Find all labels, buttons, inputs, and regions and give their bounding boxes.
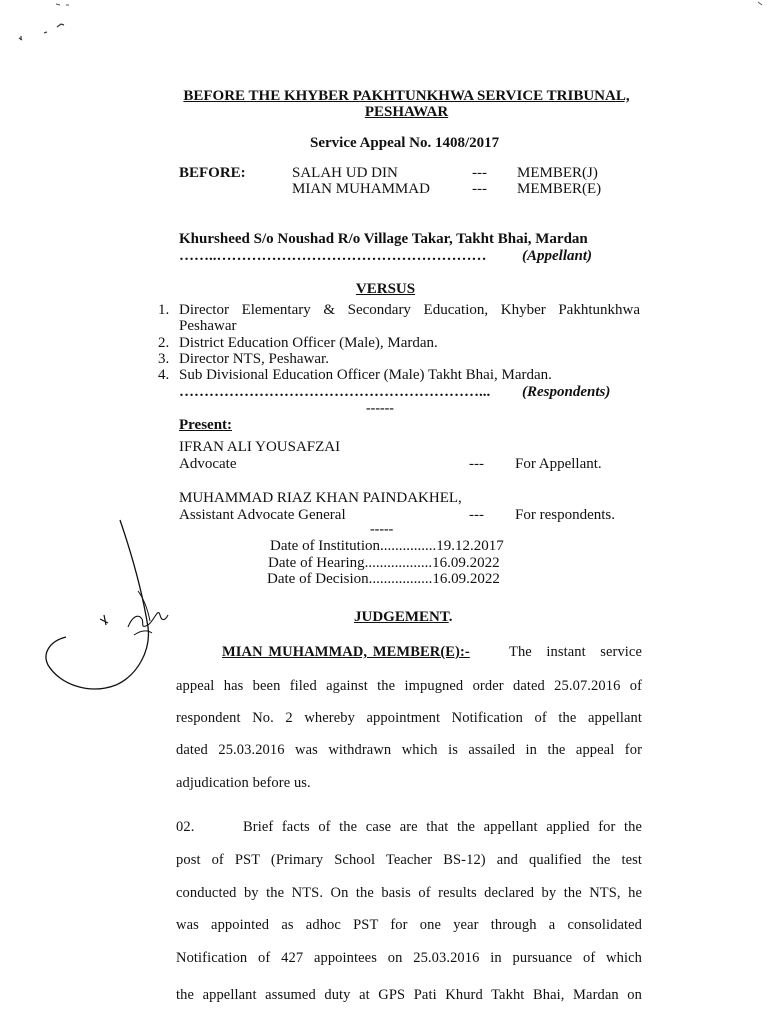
counsel-dash: ---: [469, 507, 484, 523]
date-row: [267, 571, 500, 588]
appellant-label: (Appellant): [522, 248, 592, 264]
para2-line: [176, 987, 642, 1004]
para2-line: [176, 885, 642, 902]
date-value: 19.12.2017: [436, 538, 504, 554]
date-dots: .................: [368, 571, 433, 587]
corner-mark: [755, 0, 770, 10]
judgement-author: MIAN MUHAMMAD, MEMBER(E):-: [222, 644, 470, 660]
para2-line: [176, 917, 642, 934]
judgement-heading-dot: .: [448, 609, 453, 625]
counsel-for: For respondents.: [515, 507, 615, 523]
bench-dash: ---: [472, 165, 487, 181]
date-value: 16.09.2022: [432, 571, 500, 587]
para2-line-text: Brief facts of the case are that the appellant applied for the: [243, 819, 642, 835]
respondents-label: (Respondents): [522, 384, 611, 400]
bench-label: BEFORE:: [179, 165, 246, 181]
para1-line-text: dated 25.03.2016 was withdrawn which is assailed in the appeal for: [176, 742, 642, 758]
present-label: Present:: [179, 417, 233, 433]
counsel-separator: -----: [370, 522, 394, 537]
date-row: [270, 538, 504, 555]
para2-line-text: was appointed as adhoc PST for one year through a consolidated: [176, 917, 642, 933]
para2-line: [176, 852, 642, 869]
signature-scribble: [20, 515, 180, 695]
para2-line-text: the appellant assumed duty at GPS Pati Khurd Takht Bhai, Mardan on: [176, 987, 642, 1003]
para2-line-text: Notification of 427 appointees on 25.03.2016 in pursuance of which: [176, 950, 642, 966]
counsel-title: Advocate: [179, 456, 237, 472]
para1-line-last: adjudication before us.: [176, 775, 311, 791]
para1-line-text: respondent No. 2 whereby appointment Notification of the appellant: [176, 710, 642, 726]
para1-line: [176, 742, 642, 759]
para1-line: [509, 644, 642, 661]
para2-line: [176, 950, 642, 967]
bench-member-name: SALAH UD DIN: [292, 165, 398, 181]
counsel-name: MUHAMMAD RIAZ KHAN PAINDAKHEL,: [179, 490, 462, 506]
para2-line: [243, 819, 642, 836]
scan-marks: [0, 0, 120, 60]
respondent-line-cont: Peshawar: [179, 318, 237, 334]
judgement-heading: [354, 609, 452, 626]
bench-member-role: MEMBER(E): [517, 181, 602, 197]
bench-member-role: MEMBER(J): [517, 165, 598, 181]
bench-member-name: MIAN MUHAMMAD: [292, 181, 430, 197]
tribunal-title-line1: BEFORE THE KHYBER PAKHTUNKHWA SERVICE TRIBUNAL,: [183, 88, 630, 104]
respondent-line: Director Elementary & Secondary Education, Khyber Pakhtunkhwa: [179, 302, 640, 318]
date-dots: ..................: [364, 555, 433, 571]
date-row: [268, 555, 500, 572]
respondent-number: 2.: [158, 335, 170, 351]
section-separator: ------: [366, 401, 394, 416]
appellant-description: Khursheed S/o Noushad R/o Village Takar, Takht Bhai, Mardan: [179, 231, 588, 247]
date-label: Date of Institution: [270, 538, 380, 554]
versus-heading: VERSUS: [355, 281, 416, 297]
case-number: Service Appeal No. 1408/2017: [310, 135, 500, 151]
date-value: 16.09.2022: [432, 555, 500, 571]
respondent-line: Sub Divisional Education Officer (Male) Takht Bhai, Mardan.: [179, 367, 552, 383]
respondent-number: 3.: [158, 351, 170, 367]
para1-line: [176, 678, 642, 695]
respondent-number: 4.: [158, 367, 170, 383]
date-label: Date of Decision: [267, 571, 369, 587]
para2-number: 02.: [176, 819, 195, 835]
date-label: Date of Hearing: [268, 555, 365, 571]
judgement-heading-text: JUDGEMENT: [354, 609, 449, 625]
para2-line-text: conducted by the NTS. On the basis of results declared by the NTS, he: [176, 885, 642, 901]
para1-line-text: The instant service: [509, 644, 642, 660]
counsel-title: Assistant Advocate General: [179, 507, 346, 523]
tribunal-title-line2: PESHAWAR: [364, 104, 449, 120]
counsel-dash: ---: [469, 456, 484, 472]
para1-line-text: appeal has been filed against the impugned order dated 25.07.2016 of: [176, 678, 642, 694]
bench-dash: ---: [472, 181, 487, 197]
date-dots: ...............: [379, 538, 437, 554]
counsel-for: For Appellant.: [515, 456, 602, 472]
respondent-item: [179, 302, 640, 319]
respondents-dots: ……………………………………………………...: [179, 384, 491, 400]
respondent-line: District Education Officer (Male), Mardan.: [179, 335, 438, 351]
appellant-dots: ……..………………………………………………: [179, 248, 487, 264]
para1-line: [176, 710, 642, 727]
counsel-name: IFRAN ALI YOUSAFZAI: [179, 439, 341, 455]
para2-line-text: post of PST (Primary School Teacher BS-12) and qualified the test: [176, 852, 642, 868]
respondent-line: Director NTS, Peshawar.: [179, 351, 329, 367]
respondent-number: 1.: [158, 302, 170, 318]
